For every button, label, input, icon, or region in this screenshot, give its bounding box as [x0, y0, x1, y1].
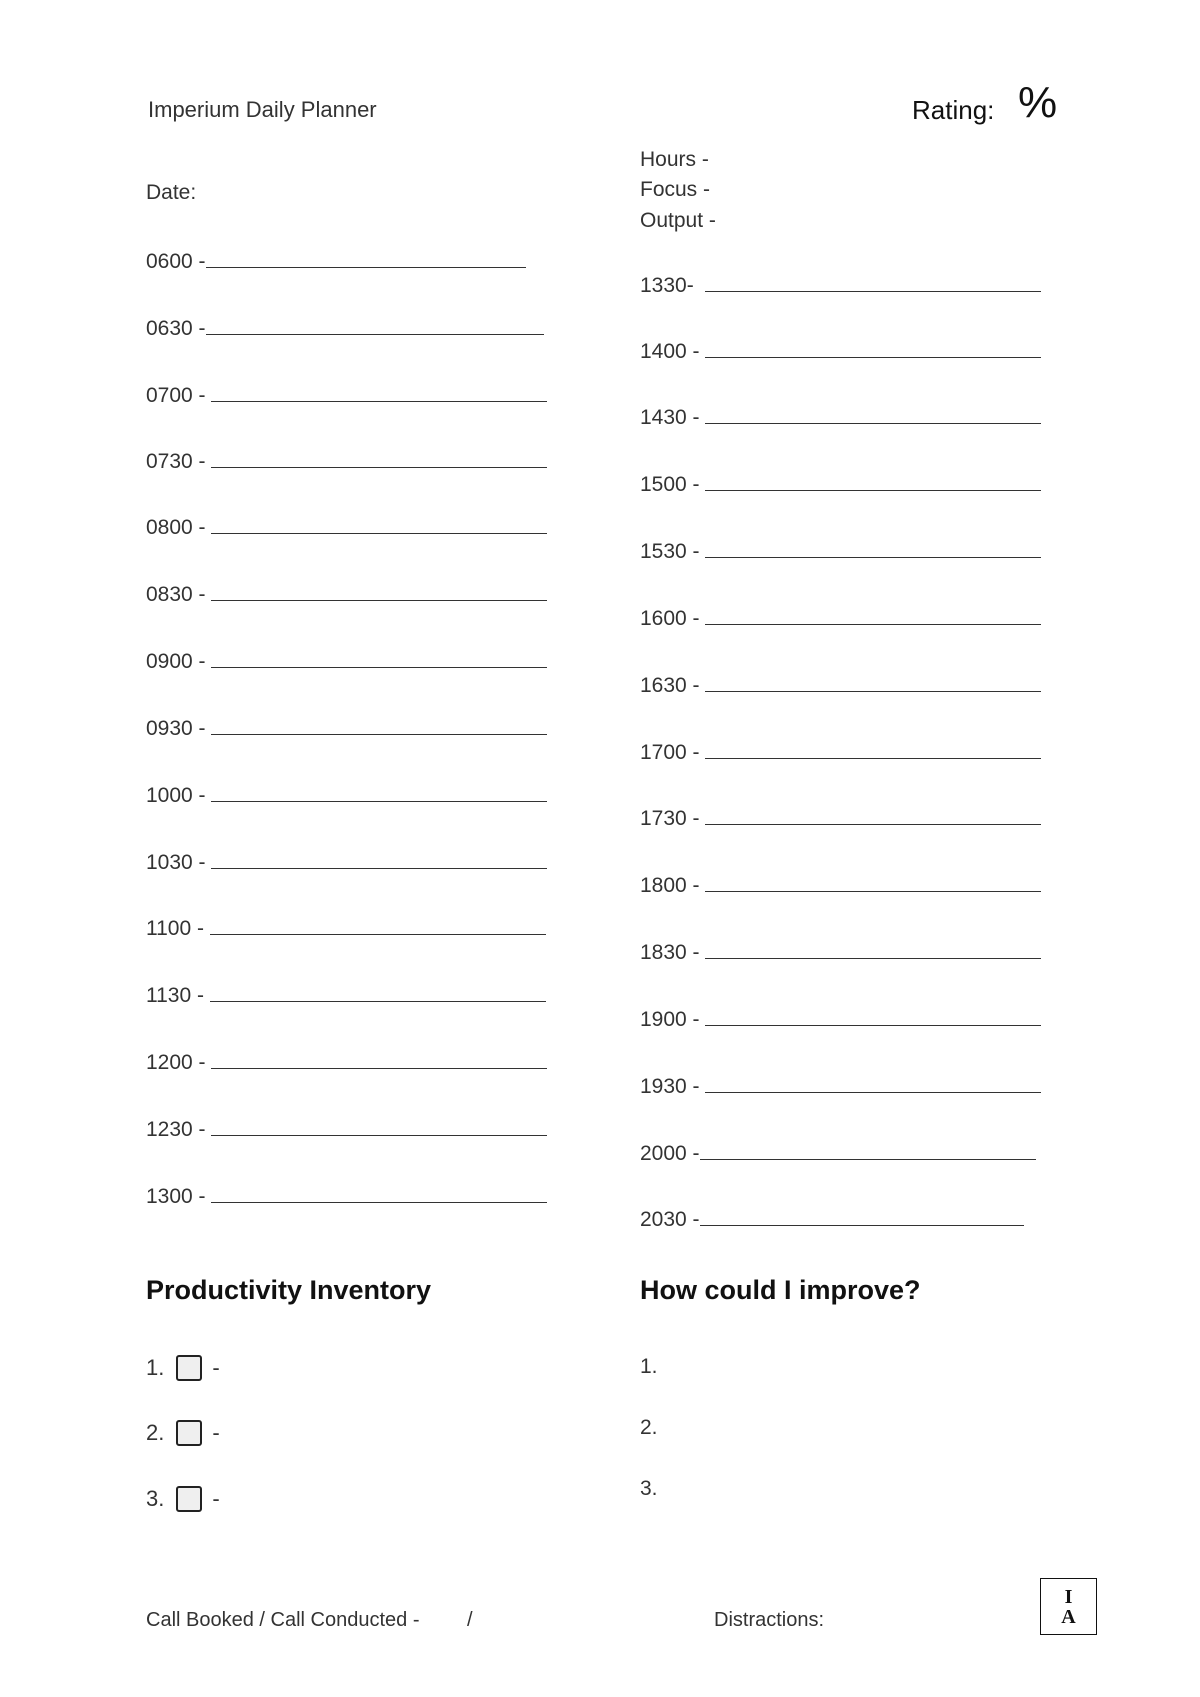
entry-line[interactable]	[705, 804, 1041, 825]
time-label: 0900 -	[146, 650, 206, 673]
entry-line[interactable]	[705, 271, 1041, 292]
time-label: 1830 -	[640, 941, 700, 964]
rating-label: Rating:	[912, 95, 995, 125]
time-slot[interactable]	[146, 314, 544, 344]
time-slot[interactable]	[146, 447, 547, 477]
time-slot[interactable]	[640, 738, 1041, 768]
time-slot[interactable]	[640, 871, 1041, 901]
time-slot[interactable]	[146, 1182, 547, 1212]
entry-line[interactable]	[211, 714, 547, 735]
entry-line[interactable]	[211, 647, 547, 668]
time-slot[interactable]	[146, 714, 547, 744]
time-label: 1000 -	[146, 784, 206, 807]
entry-line[interactable]	[705, 604, 1041, 625]
time-slot[interactable]	[640, 1139, 1036, 1169]
time-label: 1300 -	[146, 1185, 206, 1208]
time-slot[interactable]	[640, 671, 1041, 701]
output-label: Output -	[640, 209, 716, 232]
calls-label: Call Booked / Call Conducted -	[146, 1609, 420, 1631]
time-label: 1130 -	[146, 984, 204, 1007]
entry-line[interactable]	[705, 337, 1041, 358]
time-label: 1700 -	[640, 741, 700, 764]
time-label: 1200 -	[146, 1051, 206, 1074]
distractions-label: Distractions:	[714, 1609, 825, 1631]
time-slot[interactable]	[640, 604, 1041, 634]
time-label: 1900 -	[640, 1008, 700, 1031]
entry-line[interactable]	[700, 1205, 1024, 1226]
time-label: 1100 -	[146, 917, 204, 940]
time-slot[interactable]	[146, 580, 547, 610]
time-slot[interactable]	[640, 470, 1041, 500]
improve-item-3[interactable]: 3.	[640, 1477, 658, 1500]
entry-line[interactable]	[210, 914, 546, 935]
date-label: Date:	[146, 181, 197, 204]
improve-heading: How could I improve?	[640, 1275, 921, 1305]
entry-line[interactable]	[211, 381, 547, 402]
time-label: 0700 -	[146, 384, 206, 407]
productivity-item	[146, 1355, 220, 1381]
entry-line[interactable]	[211, 1115, 547, 1136]
entry-line[interactable]	[705, 1072, 1041, 1093]
time-slot[interactable]	[640, 1072, 1041, 1102]
time-slot[interactable]	[640, 938, 1041, 968]
entry-line[interactable]	[211, 447, 547, 468]
entry-line[interactable]	[705, 938, 1041, 959]
time-slot[interactable]	[146, 981, 546, 1011]
entry-line[interactable]	[705, 738, 1041, 759]
entry-line[interactable]	[705, 403, 1041, 424]
item-number: 2.	[146, 1420, 165, 1445]
time-slot[interactable]	[640, 537, 1041, 567]
time-slot[interactable]	[146, 381, 547, 411]
time-slot[interactable]	[146, 513, 547, 543]
time-slot[interactable]	[640, 1005, 1041, 1035]
item-dash: -	[212, 1355, 220, 1380]
time-label: 0600 -	[146, 250, 206, 273]
time-slot[interactable]	[146, 1048, 547, 1078]
improve-item-2[interactable]: 2.	[640, 1416, 658, 1439]
entry-line[interactable]	[700, 1139, 1036, 1160]
logo-letter-top: I	[1064, 1585, 1073, 1608]
planner-title: Imperium Daily Planner	[148, 97, 377, 122]
entry-line[interactable]	[705, 537, 1041, 558]
item-dash: -	[212, 1486, 220, 1511]
time-slot[interactable]	[146, 781, 547, 811]
improve-item-1[interactable]: 1.	[640, 1355, 658, 1378]
checkbox[interactable]	[176, 1420, 202, 1446]
time-slot[interactable]	[640, 403, 1041, 433]
rating-percent-symbol: %	[1018, 78, 1058, 127]
entry-line[interactable]	[211, 781, 547, 802]
time-label: 1730 -	[640, 807, 700, 830]
item-number: 3.	[146, 1486, 165, 1511]
time-slot[interactable]	[640, 271, 1041, 301]
time-slot[interactable]	[146, 914, 546, 944]
entry-line[interactable]	[211, 580, 547, 601]
entry-line[interactable]	[211, 1048, 547, 1069]
time-label: 2030 -	[640, 1208, 700, 1231]
entry-line[interactable]	[206, 314, 544, 335]
time-label: 1600 -	[640, 607, 700, 630]
time-label: 0630 -	[146, 317, 206, 340]
time-label: 1530 -	[640, 540, 700, 563]
focus-label: Focus -	[640, 178, 711, 201]
imperium-logo	[1040, 1578, 1097, 1635]
logo-letter-bottom: A	[1061, 1605, 1076, 1628]
time-label: 2000 -	[640, 1142, 700, 1165]
time-slot[interactable]	[146, 1115, 547, 1145]
time-label: 1030 -	[146, 851, 206, 874]
time-label: 0730 -	[146, 450, 206, 473]
productivity-item	[146, 1420, 220, 1446]
time-slot[interactable]	[640, 804, 1041, 834]
time-label: 1400 -	[640, 340, 700, 363]
time-label: 0830 -	[146, 583, 206, 606]
time-label: 1330-	[640, 274, 694, 297]
time-label: 0930 -	[146, 717, 206, 740]
time-slot[interactable]	[146, 247, 526, 277]
productivity-item	[146, 1486, 220, 1512]
entry-line[interactable]	[705, 1005, 1041, 1026]
checkbox[interactable]	[176, 1355, 202, 1381]
entry-line[interactable]	[210, 981, 546, 1002]
calls-separator: /	[467, 1609, 473, 1631]
time-label: 0800 -	[146, 516, 206, 539]
entry-line[interactable]	[705, 671, 1041, 692]
entry-line[interactable]	[211, 513, 547, 534]
hours-label: Hours -	[640, 148, 709, 171]
checkbox[interactable]	[176, 1486, 202, 1512]
entry-line[interactable]	[705, 470, 1041, 491]
productivity-heading: Productivity Inventory	[146, 1275, 432, 1305]
time-label: 1630 -	[640, 674, 700, 697]
item-dash: -	[212, 1420, 220, 1445]
entry-line[interactable]	[705, 871, 1041, 892]
time-label: 1230 -	[146, 1118, 206, 1141]
time-label: 1430 -	[640, 406, 700, 429]
time-slot[interactable]	[640, 1205, 1024, 1235]
time-label: 1930 -	[640, 1075, 700, 1098]
time-label: 1800 -	[640, 874, 700, 897]
time-slot[interactable]	[146, 647, 547, 677]
time-slot[interactable]	[146, 848, 547, 878]
time-label: 1500 -	[640, 473, 700, 496]
item-number: 1.	[146, 1355, 165, 1380]
entry-line[interactable]	[211, 848, 547, 869]
time-slot[interactable]	[640, 337, 1041, 367]
entry-line[interactable]	[211, 1182, 547, 1203]
entry-line[interactable]	[206, 247, 526, 268]
